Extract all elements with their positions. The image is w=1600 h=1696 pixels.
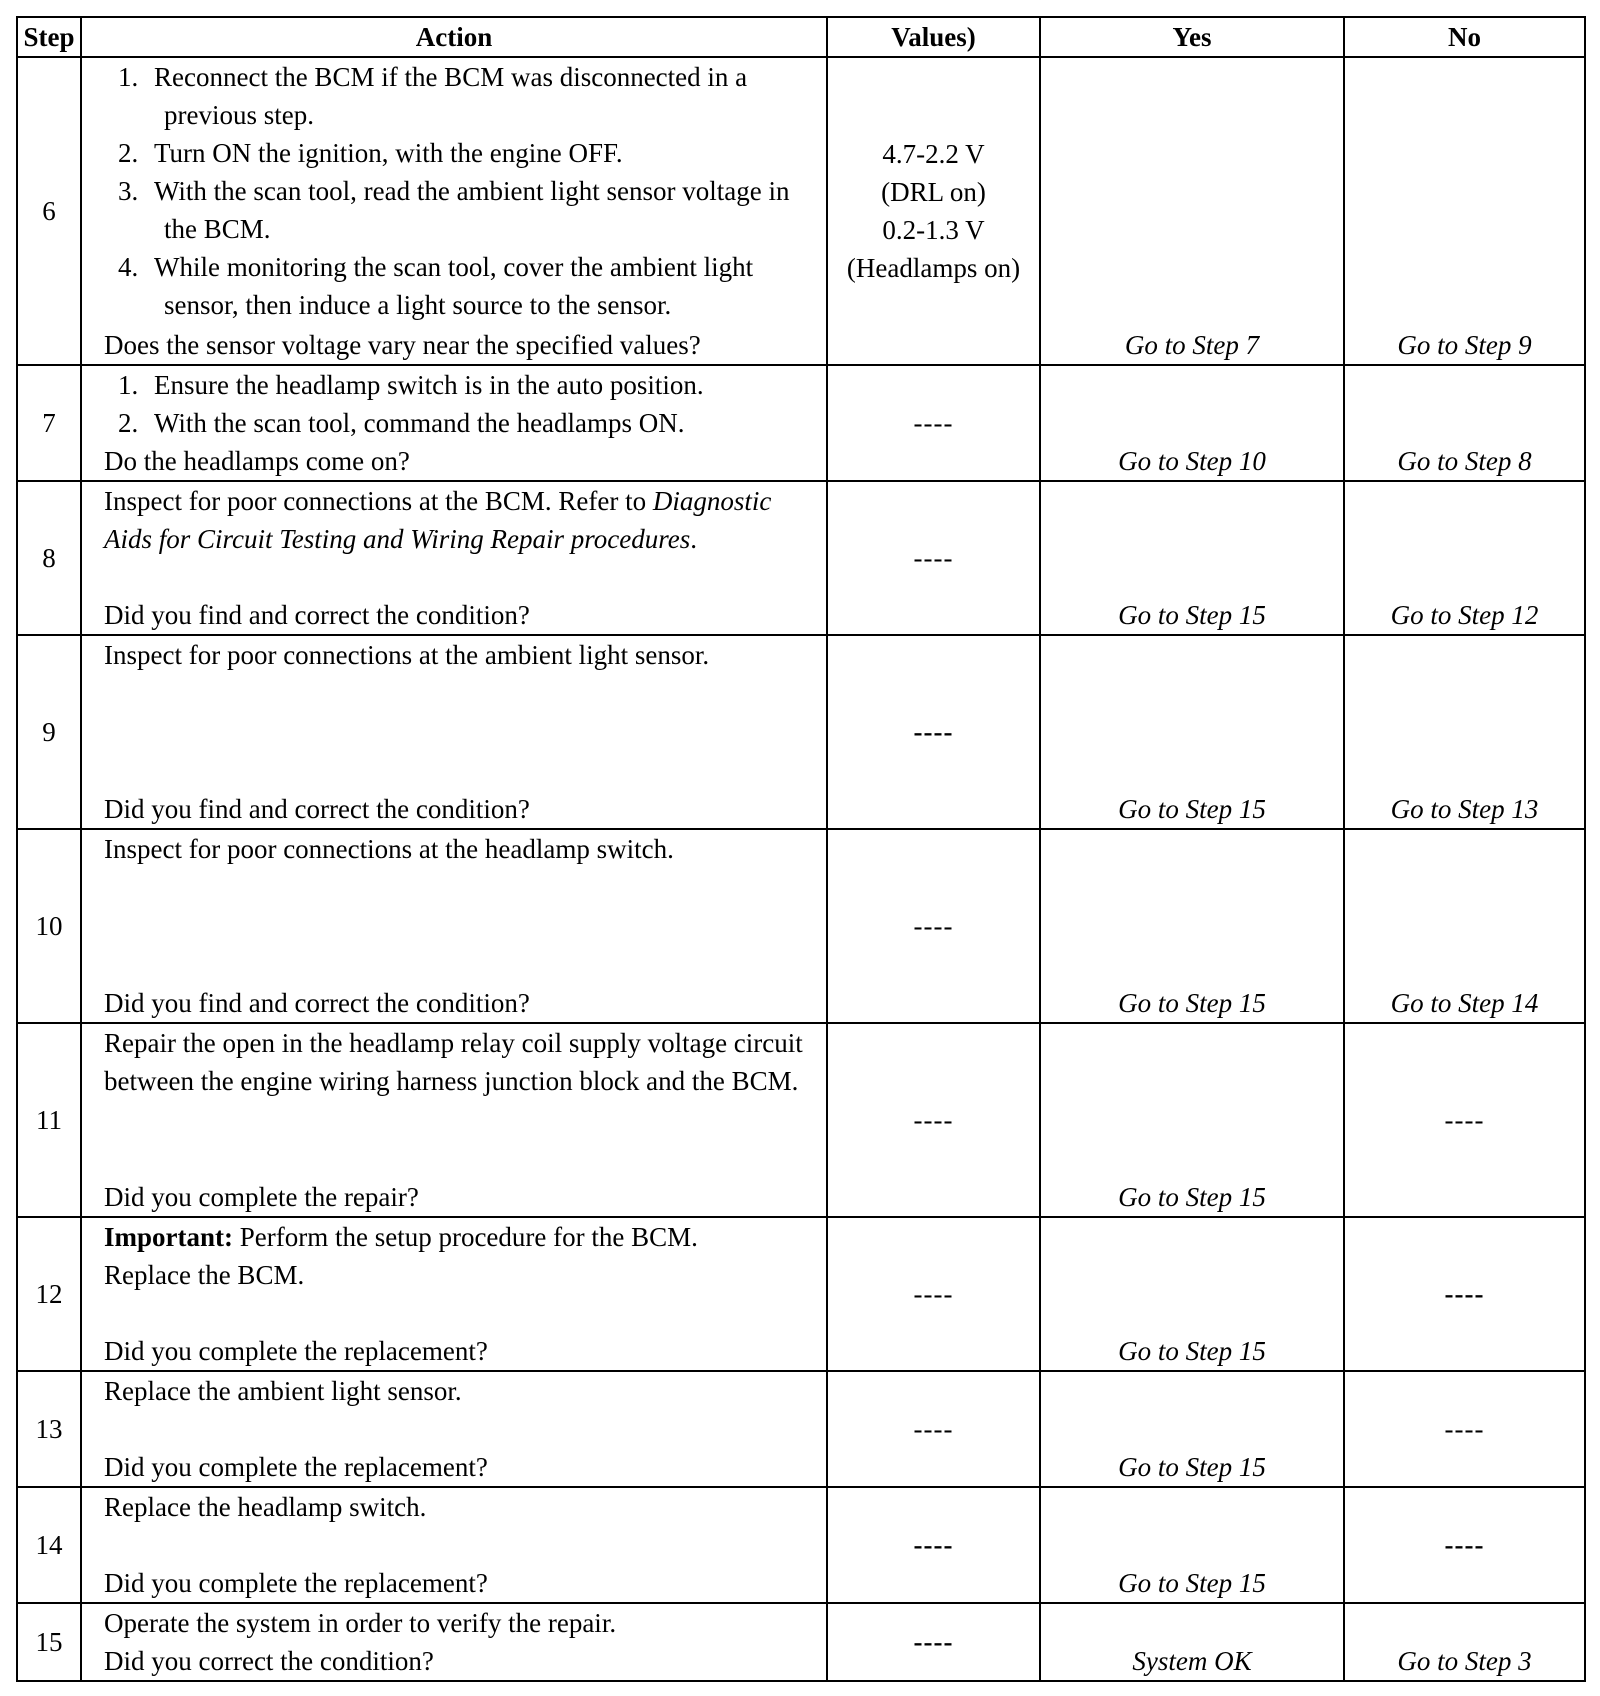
values-cell: ---- — [827, 635, 1040, 829]
header-action: Action — [81, 17, 827, 57]
no-link[interactable]: Go to Step 8 — [1397, 446, 1532, 476]
yes-link[interactable]: System OK — [1132, 1646, 1252, 1676]
value-line: 4.7-2.2 V — [882, 139, 985, 169]
action-cell — [81, 829, 827, 1023]
action-steps-list — [104, 58, 816, 324]
yes-cell — [1040, 481, 1344, 635]
list-item: 3. With the scan tool, read the ambient light sensor voltage in the BCM. — [118, 176, 790, 244]
list-item: 2. Turn ON the ignition, with the engine OFF. — [118, 138, 623, 168]
values-cell: ---- — [827, 829, 1040, 1023]
values-cell: ---- — [827, 1487, 1040, 1603]
no-cell — [1344, 365, 1585, 481]
action-cell — [81, 1371, 827, 1487]
yes-link[interactable]: Go to Step 15 — [1118, 988, 1266, 1018]
action-steps-list — [104, 366, 816, 442]
action-cell — [81, 57, 827, 365]
table-row-step-9 — [17, 635, 1585, 829]
list-item: 2. With the scan tool, command the headlamps ON. — [118, 408, 685, 438]
action-question: Did you find and correct the condition? — [104, 600, 530, 630]
step-number: 10 — [17, 829, 81, 1023]
step-number: 11 — [17, 1023, 81, 1217]
table-row-step-13 — [17, 1371, 1585, 1487]
action-question: Did you complete the replacement? — [104, 1568, 488, 1598]
yes-cell — [1040, 1217, 1344, 1371]
yes-cell — [1040, 1371, 1344, 1487]
no-cell — [1344, 829, 1585, 1023]
action-question: Did you complete the replacement? — [104, 1452, 488, 1482]
list-item: 4. While monitoring the scan tool, cover the ambient light sensor, then induce a light source to the sensor. — [118, 252, 754, 320]
step-number: 9 — [17, 635, 81, 829]
list-item: 1. Reconnect the BCM if the BCM was disconnected in a previous step. — [118, 62, 748, 130]
step-number: 14 — [17, 1487, 81, 1603]
no-link[interactable]: Go to Step 3 — [1397, 1646, 1532, 1676]
no-cell: ---- — [1344, 1371, 1585, 1487]
action-text: Replace the ambient light sensor. — [104, 1376, 462, 1406]
action-cell — [81, 1603, 827, 1681]
table-row-step-15 — [17, 1603, 1585, 1681]
action-question: Does the sensor voltage vary near the specified values? — [104, 330, 701, 360]
header-row — [17, 17, 1585, 57]
values-cell: ---- — [827, 481, 1040, 635]
important-label: Important: — [104, 1222, 233, 1252]
yes-link[interactable]: Go to Step 15 — [1118, 1568, 1266, 1598]
action-text: Operate the system in order to verify the repair. — [104, 1608, 617, 1638]
yes-link[interactable]: Go to Step 15 — [1118, 1182, 1266, 1212]
no-cell — [1344, 635, 1585, 829]
yes-cell — [1040, 829, 1344, 1023]
yes-link[interactable]: Go to Step 10 — [1118, 446, 1266, 476]
header-values: Values) — [827, 17, 1040, 57]
list-item: 1. Ensure the headlamp switch is in the auto position. — [118, 370, 704, 400]
table-row-step-8 — [17, 481, 1585, 635]
values-cell: ---- — [827, 1371, 1040, 1487]
yes-cell — [1040, 635, 1344, 829]
action-cell — [81, 481, 827, 635]
value-line: (DRL on) — [881, 177, 986, 207]
step-number: 13 — [17, 1371, 81, 1487]
yes-link[interactable]: Go to Step 15 — [1118, 600, 1266, 630]
action-cell — [81, 1217, 827, 1371]
no-cell — [1344, 481, 1585, 635]
action-text: Repair the open in the headlamp relay coil supply voltage circuit between the engine wiring harness junction block and the BCM. — [104, 1028, 803, 1096]
no-link[interactable]: Go to Step 9 — [1397, 330, 1532, 360]
no-cell — [1344, 1603, 1585, 1681]
reference-link[interactable]: Diagnostic Aids for Circuit Testing and Wiring Repair procedures — [104, 486, 772, 554]
no-cell: ---- — [1344, 1023, 1585, 1217]
step-number: 15 — [17, 1603, 81, 1681]
action-question: Do the headlamps come on? — [104, 446, 410, 476]
values-cell: ---- — [827, 1023, 1040, 1217]
yes-link[interactable]: Go to Step 15 — [1118, 1336, 1266, 1366]
table-row-step-12 — [17, 1217, 1585, 1371]
yes-cell — [1040, 1603, 1344, 1681]
step-number: 6 — [17, 57, 81, 365]
diagnostic-page — [16, 16, 1584, 1680]
no-link[interactable]: Go to Step 12 — [1390, 600, 1539, 630]
yes-link[interactable]: Go to Step 15 — [1118, 1452, 1266, 1482]
value-line: 0.2-1.3 V — [882, 215, 985, 245]
action-cell — [81, 1023, 827, 1217]
yes-cell — [1040, 1487, 1344, 1603]
step-number: 12 — [17, 1217, 81, 1371]
yes-link[interactable]: Go to Step 7 — [1124, 330, 1260, 360]
step-number: 8 — [17, 481, 81, 635]
values-cell — [827, 57, 1040, 365]
diagnostic-table — [16, 16, 1586, 1682]
table-row-step-6 — [17, 57, 1585, 365]
action-question: Did you complete the replacement? — [104, 1336, 488, 1366]
action-text: Inspect for poor connections at the ambient light sensor. — [104, 640, 710, 670]
table-row-step-14 — [17, 1487, 1585, 1603]
header-step: Step — [17, 17, 81, 57]
step-number: 7 — [17, 365, 81, 481]
yes-link[interactable]: Go to Step 15 — [1118, 794, 1266, 824]
action-cell — [81, 1487, 827, 1603]
table-row-step-11 — [17, 1023, 1585, 1217]
action-text: Replace the headlamp switch. — [104, 1492, 427, 1522]
value-line: (Headlamps on) — [846, 253, 1021, 283]
action-cell — [81, 635, 827, 829]
action-text: Inspect for poor connections at the BCM. Refer to Diagnostic Aids for Circuit Testing and Wiring Repair procedures. — [104, 486, 772, 554]
action-question: Did you find and correct the condition? — [104, 794, 530, 824]
action-question: Did you complete the repair? — [104, 1182, 419, 1212]
action-question: Did you find and correct the condition? — [104, 988, 530, 1018]
action-text: Inspect for poor connections at the headlamp switch. — [104, 834, 674, 864]
yes-cell — [1040, 1023, 1344, 1217]
no-cell — [1344, 57, 1585, 365]
header-yes: Yes — [1040, 17, 1344, 57]
values-cell: ---- — [827, 365, 1040, 481]
action-question: Did you correct the condition? — [104, 1646, 434, 1676]
values-cell: ---- — [827, 1217, 1040, 1371]
table-row-step-10 — [17, 829, 1585, 1023]
yes-cell — [1040, 57, 1344, 365]
no-link[interactable]: Go to Step 13 — [1390, 794, 1539, 824]
values-cell: ---- — [827, 1603, 1040, 1681]
no-link[interactable]: Go to Step 14 — [1390, 988, 1539, 1018]
table-row-step-7 — [17, 365, 1585, 481]
header-no: No — [1344, 17, 1585, 57]
no-cell: ---- — [1344, 1217, 1585, 1371]
no-cell: ---- — [1344, 1487, 1585, 1603]
action-cell — [81, 365, 827, 481]
yes-cell — [1040, 365, 1344, 481]
action-text: Important: Perform the setup procedure for the BCM. Replace the BCM. — [104, 1222, 698, 1290]
